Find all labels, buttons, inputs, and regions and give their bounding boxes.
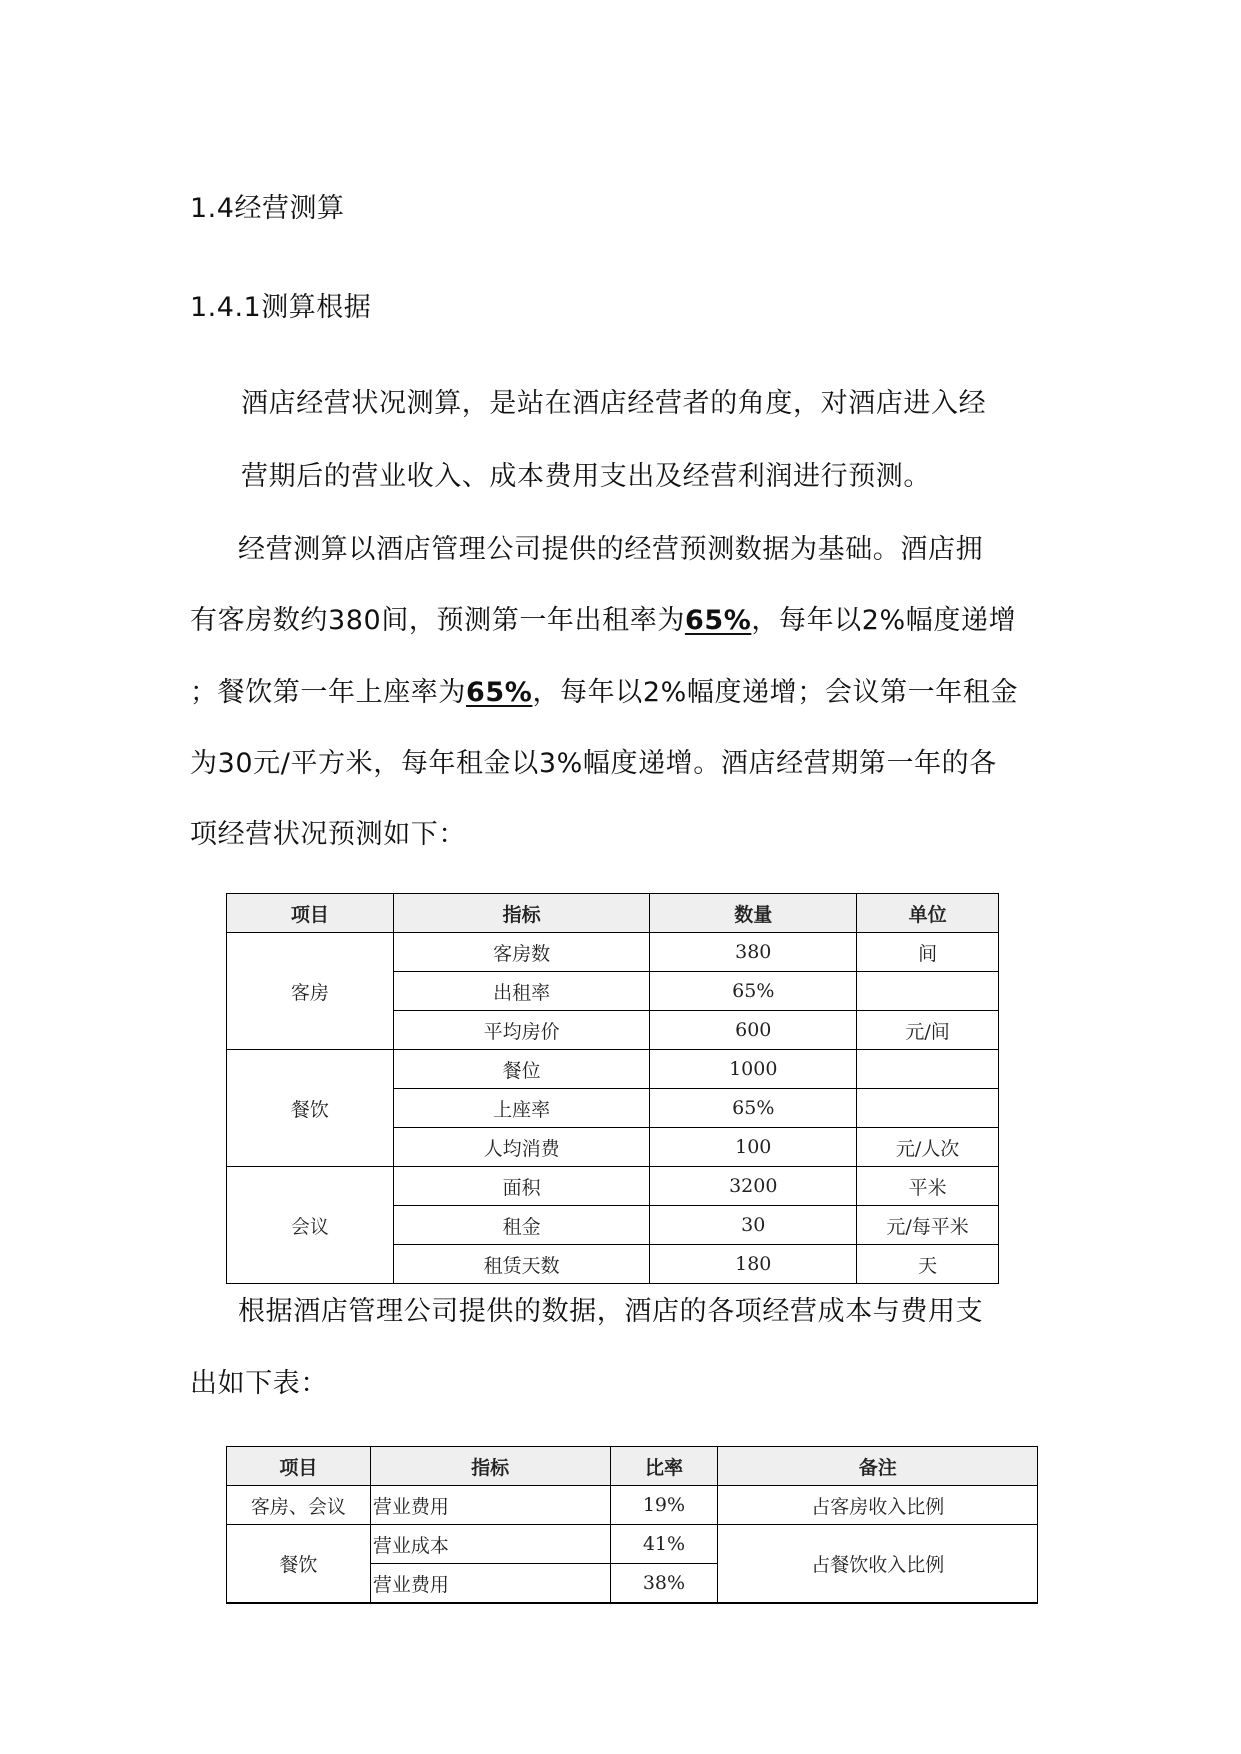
paragraph3-line1: 根据酒店管理公司提供的数据，酒店的各项经营成本与费用支 xyxy=(238,1296,984,1327)
header-item: 项目 xyxy=(227,1447,371,1486)
unit-cell: 元/间 xyxy=(857,1011,999,1050)
unit-cell xyxy=(857,1089,999,1128)
cost-expense-table xyxy=(226,1446,1038,1604)
quantity-cell: 100 xyxy=(650,1128,857,1167)
group-dining: 餐饮 xyxy=(227,1050,394,1167)
rate-cell: 41% xyxy=(610,1525,718,1564)
unit-cell xyxy=(857,1050,999,1089)
occupancy-rate-highlight: 65% xyxy=(684,605,752,636)
note-cell: 占客房收入比例 xyxy=(718,1486,1038,1525)
unit-cell xyxy=(857,972,999,1011)
subsection-heading: 1.4.1测算根据 xyxy=(190,292,372,323)
quantity-cell: 380 xyxy=(650,933,857,972)
metric-cell: 人均消费 xyxy=(393,1128,650,1167)
quantity-cell: 3200 xyxy=(650,1167,857,1206)
table-row xyxy=(227,1050,999,1089)
metric-cell: 餐位 xyxy=(393,1050,650,1089)
paragraph2-line4: 为30元/平方米，每年租金以3%幅度递增。酒店经营期第一年的各 xyxy=(190,748,997,779)
metric-cell: 租金 xyxy=(393,1206,650,1245)
metric-cell: 出租率 xyxy=(393,972,650,1011)
metric-cell: 营业成本 xyxy=(370,1525,610,1564)
header-quantity: 数量 xyxy=(650,894,857,933)
quantity-cell: 1000 xyxy=(650,1050,857,1089)
seating-rate-highlight: 65% xyxy=(466,677,533,708)
metric-cell: 营业费用 xyxy=(370,1486,610,1525)
quantity-cell: 180 xyxy=(650,1245,857,1284)
paragraph1-line1: 酒店经营状况测算，是站在酒店经营者的角度，对酒店进入经 xyxy=(241,388,987,419)
unit-cell: 天 xyxy=(857,1245,999,1284)
paragraph1-line2: 营期后的营业收入、成本费用支出及经营利润进行预测。 xyxy=(241,461,931,492)
table-row xyxy=(227,1525,1038,1564)
paragraph2-line2-text-b: ，每年以2%幅度递增 xyxy=(751,605,1017,636)
quantity-cell: 600 xyxy=(650,1011,857,1050)
table-header-row xyxy=(227,1447,1038,1486)
table-header-row xyxy=(227,894,999,933)
header-unit: 单位 xyxy=(857,894,999,933)
operating-forecast-table xyxy=(226,893,999,1284)
paragraph2-line5: 项经营状况预测如下： xyxy=(190,819,466,850)
header-note: 备注 xyxy=(718,1447,1038,1486)
note-cell: 占餐饮收入比例 xyxy=(718,1525,1038,1604)
metric-cell: 客房数 xyxy=(393,933,650,972)
paragraph2-line2-text-a: 有客房数约380间，预测第一年出租率为 xyxy=(190,605,685,636)
table-row xyxy=(227,933,999,972)
metric-cell: 租赁天数 xyxy=(393,1245,650,1284)
paragraph2-line3 xyxy=(190,670,1018,709)
rate-cell: 19% xyxy=(610,1486,718,1525)
metric-cell: 上座率 xyxy=(393,1089,650,1128)
rate-cell: 38% xyxy=(610,1564,718,1604)
unit-cell: 元/人次 xyxy=(857,1128,999,1167)
paragraph2-line3-text-a: ；餐饮第一年上座率为 xyxy=(190,677,466,708)
paragraph2-line2 xyxy=(190,598,1016,637)
unit-cell: 间 xyxy=(857,933,999,972)
metric-cell: 平均房价 xyxy=(393,1011,650,1050)
table-row xyxy=(227,1167,999,1206)
header-rate: 比率 xyxy=(610,1447,718,1486)
group-conference: 会议 xyxy=(227,1167,394,1284)
metric-cell: 营业费用 xyxy=(370,1564,610,1604)
header-metric: 指标 xyxy=(393,894,650,933)
quantity-cell: 30 xyxy=(650,1206,857,1245)
table-row xyxy=(227,1486,1038,1525)
item-cell: 餐饮 xyxy=(227,1525,371,1604)
section-heading: 1.4经营测算 xyxy=(190,193,345,224)
unit-cell: 元/每平米 xyxy=(857,1206,999,1245)
paragraph2-line3-text-b: ，每年以2%幅度递增；会议第一年租金 xyxy=(532,677,1019,708)
quantity-cell: 65% xyxy=(650,972,857,1011)
header-item: 项目 xyxy=(227,894,394,933)
metric-cell: 面积 xyxy=(393,1167,650,1206)
unit-cell: 平米 xyxy=(857,1167,999,1206)
paragraph2-line1: 经营测算以酒店管理公司提供的经营预测数据为基础。酒店拥 xyxy=(238,534,984,565)
paragraph3-line2: 出如下表： xyxy=(190,1368,328,1399)
quantity-cell: 65% xyxy=(650,1089,857,1128)
header-metric: 指标 xyxy=(370,1447,610,1486)
item-cell: 客房、会议 xyxy=(227,1486,371,1525)
group-rooms: 客房 xyxy=(227,933,394,1050)
